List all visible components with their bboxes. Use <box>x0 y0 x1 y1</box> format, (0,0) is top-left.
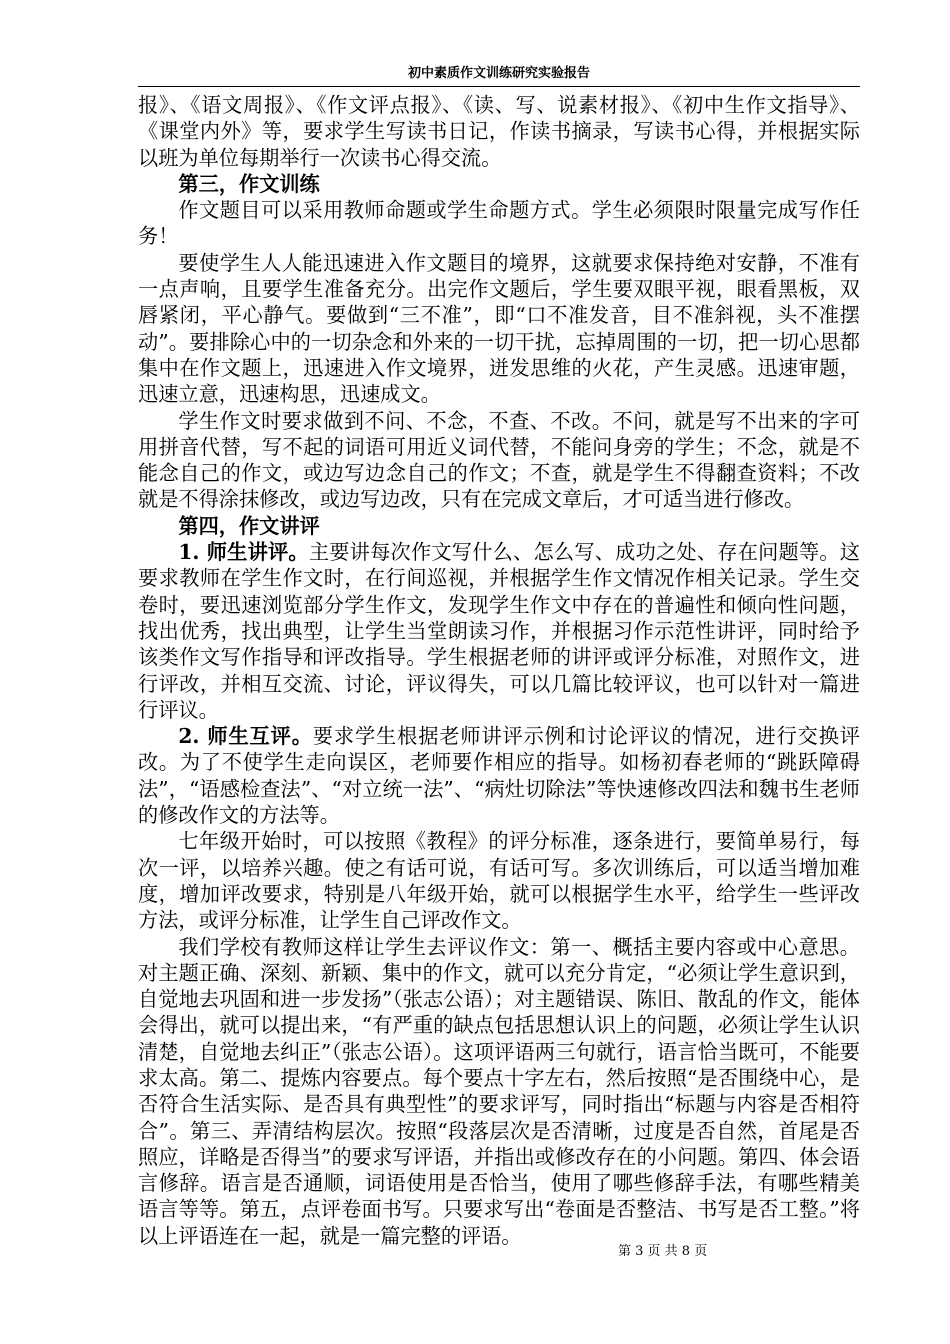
paragraph-topic-selection: 作文题目可以采用教师命题或学生命题方式。学生必须限时限量完成写作任务！ <box>138 198 860 249</box>
paragraph-lead-teacher-review: 1. 师生讲评。 <box>178 540 309 565</box>
section-heading-writing-training: 第三，作文训练 <box>178 171 320 196</box>
paragraph-grade-seven: 七年级开始时，可以按照《教程》的评分标准，逐条进行，要简单易行，每次一评，以培养兴趣。使之有话可说，有话可写。多次训练后，可以适当增加难度，增加评改要求，特别是八年级开始，就可以根据学生水平，给学生一些评改方法，或评分标准，让学生自己评改作文。 <box>138 829 860 933</box>
paragraph-text-peer-review: 要求学生根据老师讲评示例和讨论评议的情况，进行交换评改。为了不使学生走向误区，老师要作相应的指导。如杨初春老师的“跳跃障碍法”，“语感检查法”、“对立统一法”、“病灶切除法”等快速修改四法和魏书生老师的修改作文的方法等。 <box>138 724 860 828</box>
paragraph-teacher-student-review <box>138 539 860 723</box>
paragraph-focus-requirements: 要使学生人人能迅速进入作文题目的境界，这就要求保持绝对安静，不准有一点声响，且要学生准备充分。出完作文题后，学生要双眼平视，眼看黑板，双唇紧闭，平心静气。要做到“三不准”，即“口不准发音，目不准斜视，头不准摆动”。要排除心中的一切杂念和外来的一切干扰，忘掉周围的一切，把一切心思都集中在作文题上，迅速进入作文境界，迸发思维的火花，产生灵感。迅速审题，迅速立意，迅速构思，迅速成文。 <box>138 250 860 407</box>
page-header: 初中素质作文训练研究实验报告 <box>138 64 860 87</box>
section-heading-writing-review: 第四，作文讲评 <box>178 513 320 538</box>
paragraph-text-teacher-review: 主要讲每次作文写什么、怎么写、成功之处、存在问题等。这要求教师在学生作文时，在行间巡视，并根据学生作文情况作相关记录。学生交卷时，要迅速浏览部分学生作文，发现学生作文中存在的普遍性和倾向性问题，找出优秀，找出典型，让学生当堂朗读习作，并根据习作示范性讲评，同时给予该类作文写作指导和评改指导。学生根据老师的讲评或评分标准，对照作文，进行评改，并相互交流、讨论，评议得失，可以几篇比较评议，也可以针对一篇进行评议。 <box>138 540 860 722</box>
page-number: 第 3 页 共 8 页 <box>618 1244 708 1259</box>
paragraph-writing-rules: 学生作文时要求做到不问、不念，不查、不改。不问，就是写不出来的字可用拼音代替，写不起的词语可用近义词代替，不能问身旁的学生；不念，就是不能念自己的作文，或边写边念自己的作文；不查，就是学生不得翻查资料；不改就是不得涂抹修改，或边写边改，只有在完成文章后，才可适当进行修改。 <box>138 408 860 512</box>
paragraph-reading-materials: 报》、《语文周报》、《作文评点报》、《读、写、说素材报》、《初中生作文指导》、《课堂内外》等，要求学生写读书日记，作读书摘录，写读书心得，并根据实际以班为单位每期举行一次读书心得交流。 <box>138 93 860 170</box>
document-body <box>138 92 860 1249</box>
paragraph-school-method: 我们学校有教师这样让学生去评议作文：第一、概括主要内容或中心意思。对主题正确、深刻、新颖、集中的作文，就可以充分肯定，“必须让学生意识到，自觉地去巩固和进一步发扬”（张志公语）；对主题错误、陈旧、散乱的作文，能体会得出，就可以提出来，“有严重的缺点包括思想认识上的问题，必须让学生认识清楚，自觉地去纠正”（张志公语）。这项评语两三句就行，语言恰当既可，不能要求太高。第二、提炼内容要点。每个要点十字左右，然后按照“是否围绕中心，是否符合生活实际、是否具有典型性”的要求评写，同时指出“标题与内容是否相符合”。第三、弄清结构层次。按照“段落层次是否清晰，过度是否自然，首尾是否照应，详略是否得当”的要求写评语，并指出或修改存在的小问题。第四、体会语言修辞。语言是否通顺，词语使用是否恰当，使用了哪些修辞手法，有哪些精美语言等等。第五，点评卷面书写。只要求写出“卷面是否整洁、书写是否工整。”将以上评语连在一起，就是一篇完整的评语。 <box>138 934 860 1248</box>
paragraph-peer-review <box>138 723 860 828</box>
paragraph-lead-peer-review: 2. 师生互评。 <box>178 724 313 749</box>
